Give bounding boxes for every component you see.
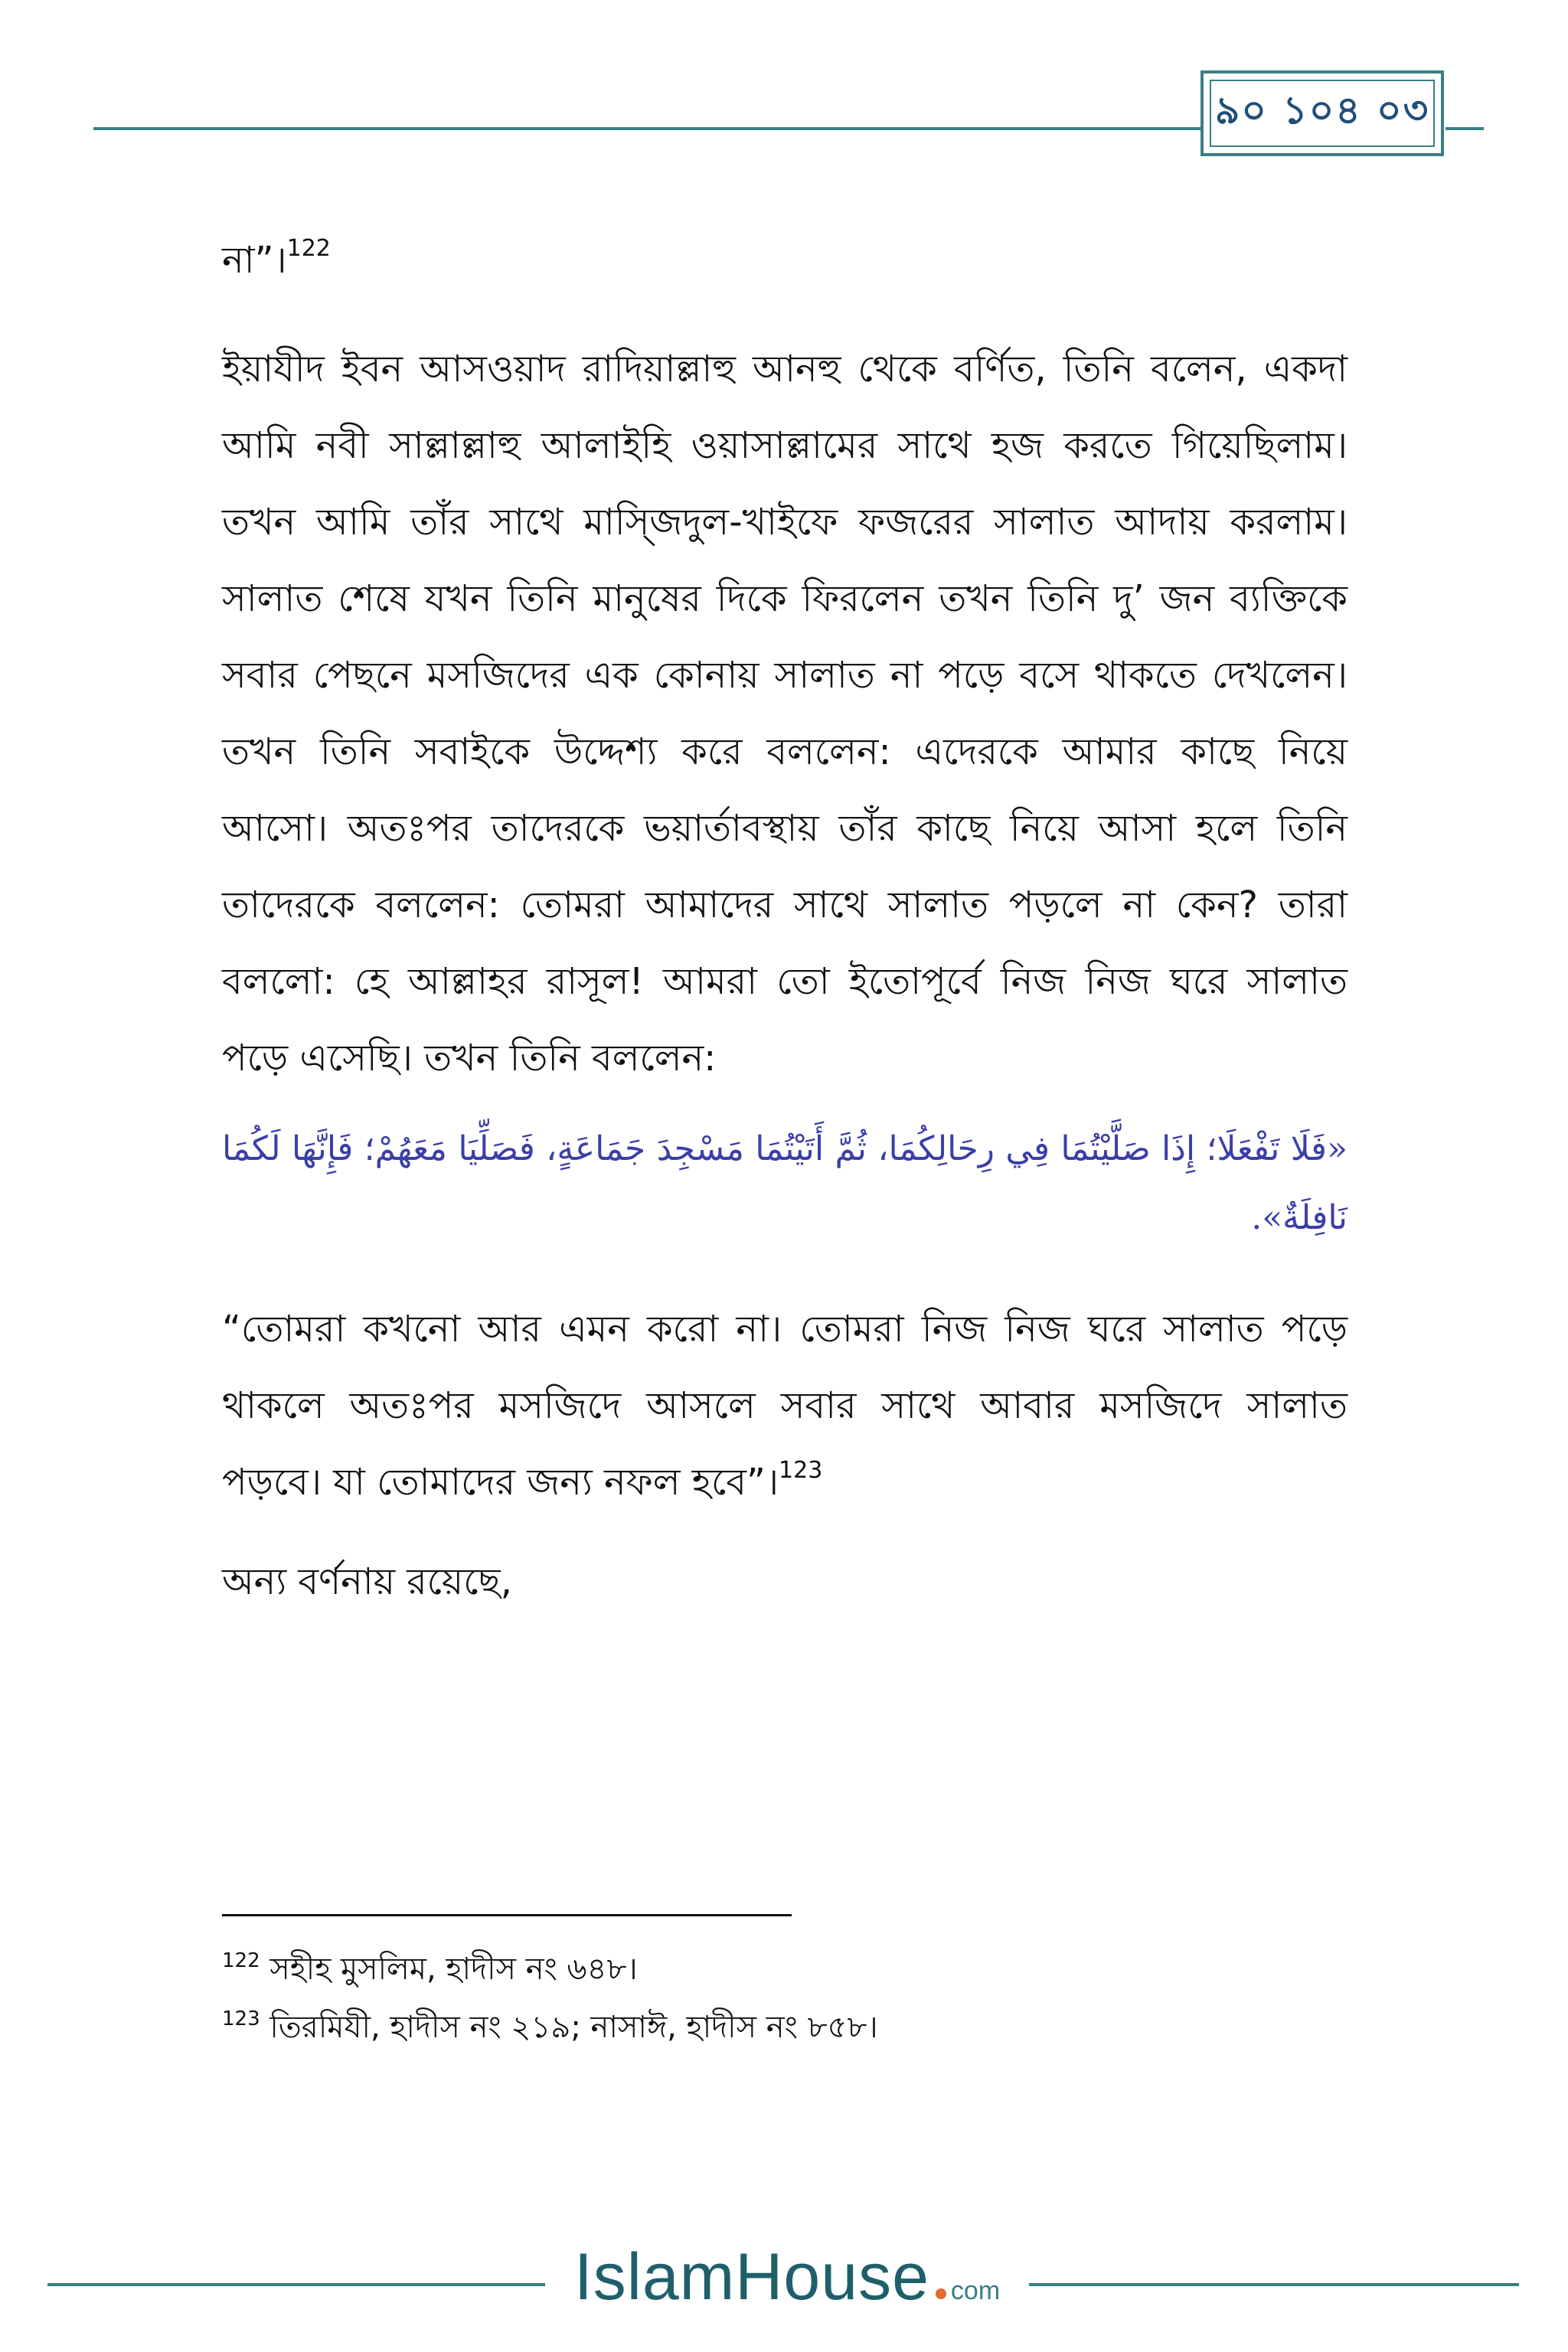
footnote-ref-122: 122: [286, 235, 331, 262]
footnote-text: সহীহ মুসলিম, হাদীস নং ৬৪৮।: [260, 1952, 638, 1987]
page-body: [222, 230, 1348, 1631]
footnote-number: 122: [222, 1949, 260, 1972]
islamhouse-logo: [550, 2239, 1024, 2324]
footnote-separator: [222, 1914, 792, 1916]
brand-dot-icon: [936, 2288, 946, 2299]
header-rule-right: [1446, 127, 1484, 130]
continuation-line: [222, 230, 1348, 291]
header-rule-left: [93, 127, 1200, 130]
brand-tld: com: [950, 2276, 1001, 2305]
continuation-text: না”।: [222, 239, 287, 282]
hadith-narration-paragraph: ইয়াযীদ ইবন আসওয়াদ রাদিয়াল্লাহু আনহু থেকে বর্ণিত, তিনি বলেন, একদা আমি নবী সাল্লাল্লাহু আলাইহি ওয়াসাল্লামের সাথে হজ করতে গিয়েছিলাম। তখন আমি তাঁর সাথে মাস্জিদুল-খাইফে ফজরের সালাত আদায় করলাম। সালাত শেষে যখন তিনি মানুষের দিকে ফিরলেন তখন তিনি দু’ জন ব্যক্তিকে সবার পেছনে মসজিদের এক কোনায় সালাত না পড়ে বসে থাকতে দেখলেন। তখন তিনি সবাইকে উদ্দেশ্য করে বললেন: এদেরকে আমার কাছে নিয়ে আসো। অতঃপর তাদেরকে ভয়ার্তাবস্থায় তাঁর কাছে নিয়ে আসা হলে তিনি তাদেরকে বললেন: তোমরা আমাদের সাথে সালাত পড়লে না কেন? তারা বললো: হে আল্লাহর রাসূল! আমরা তো ইতোপূর্বে নিজ নিজ ঘরে সালাত পড়ে এসেছি। তখন তিনি বললেন:: [222, 348, 1348, 1080]
footnote-text: তিরমিযী, হাদীস নং ২১৯; নাসাঈ, হাদীস নং ৮৫৮।: [260, 2010, 878, 2045]
footnote-123: [222, 2003, 1348, 2052]
hadith-translation-paragraph: [222, 1291, 1348, 1521]
footer-rule-left: [47, 2283, 545, 2286]
brand-name: IslamHouse: [573, 2240, 929, 2314]
footnotes: [222, 1945, 1348, 2061]
footnote-number: 123: [222, 2007, 260, 2030]
another-narration-line: অন্য বর্ণনায় রয়েছে,: [222, 1560, 512, 1603]
footnote-ref-123: 123: [779, 1457, 823, 1484]
page-number: ৯০ ১০৪ ০৩: [1214, 87, 1430, 132]
page-number-box: [1200, 70, 1444, 156]
hadith-translation-text: “তোমরা কখনো আর এমন করো না। তোমরা নিজ নিজ ঘরে সালাত পড়ে থাকলে অতঃপর মসজিদে আসলে সবার সাথে আবার মসজিদে সালাত পড়বে। যা তোমাদের জন্য নফল হবে”।: [222, 1308, 1348, 1504]
footer-rule-right: [1029, 2283, 1519, 2286]
footnote-122: [222, 1945, 1348, 1994]
arabic-hadith-text: «فَلَا تَفْعَلَا؛ إِذَا صَلَّيْتُمَا فِي رِحَالِكُمَا، ثُمَّ أَتَيْتُمَا مَسْجِدَ جَمَاعَةٍ، فَصَلِّيَا مَعَهُمْ؛ فَإِنَّهَا لَكُمَا نَافِلَةٌ».: [222, 1129, 1348, 1237]
